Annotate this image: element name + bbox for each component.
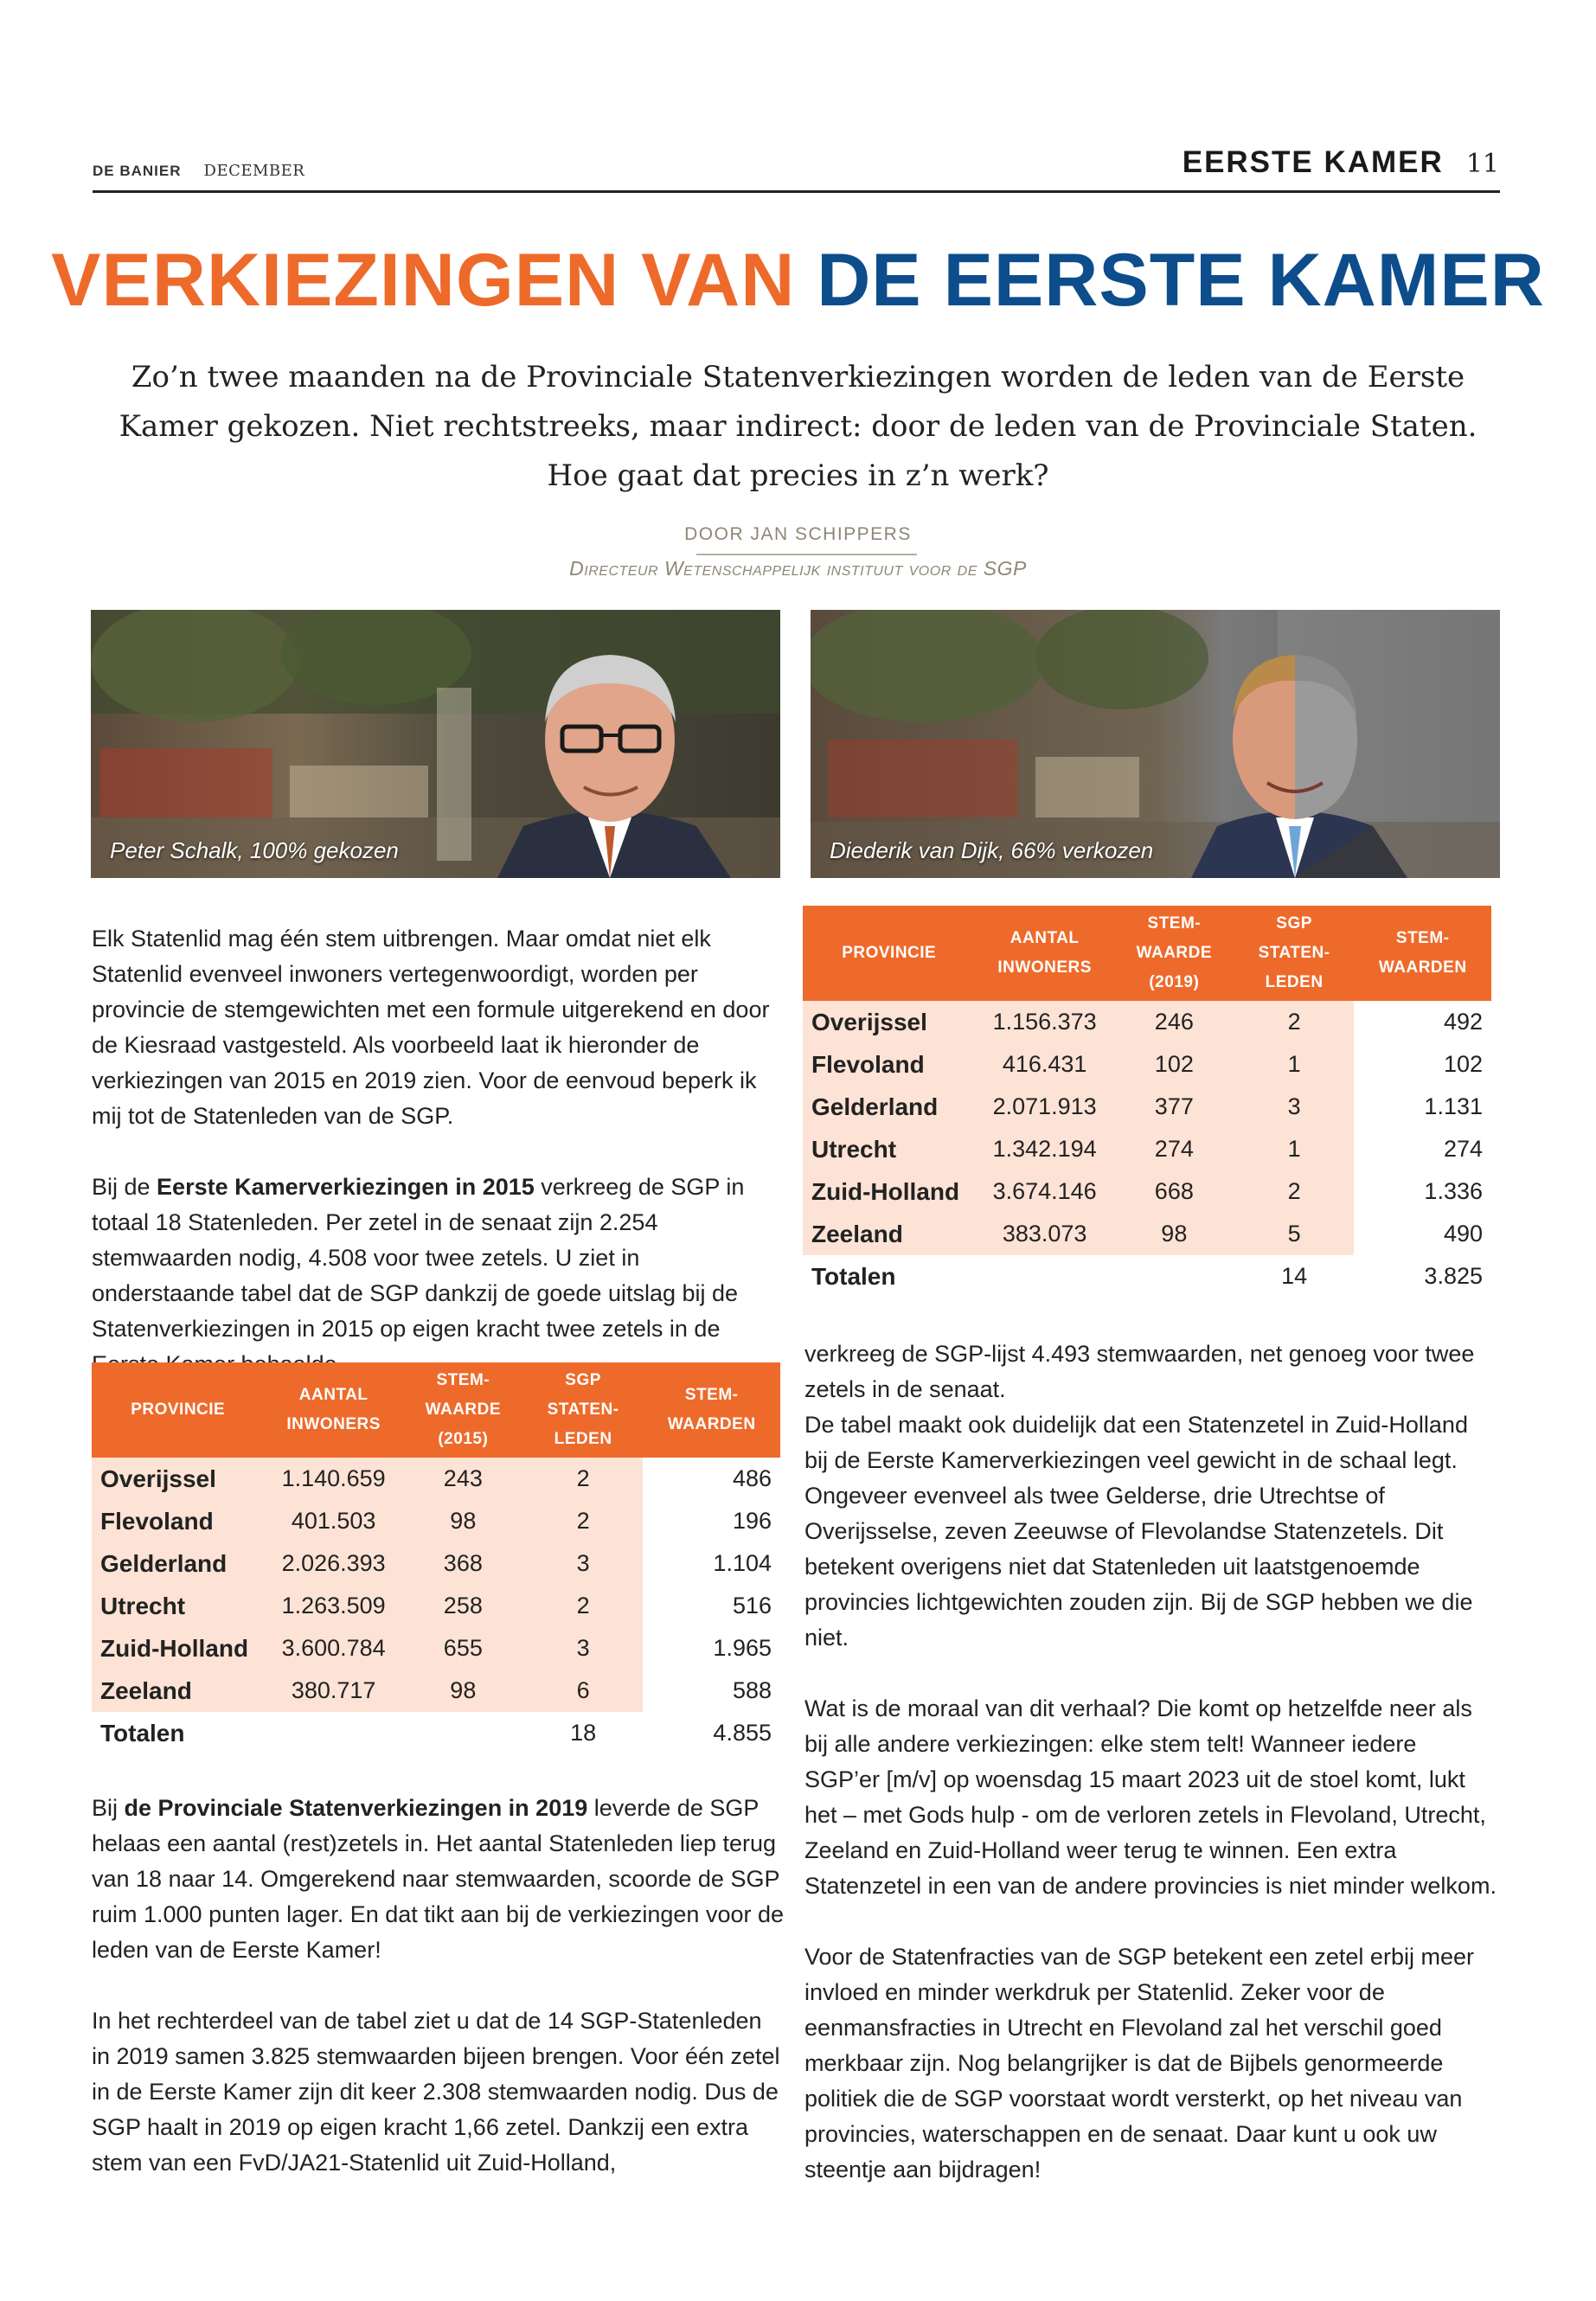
paragraph: Wat is de moraal van dit verhaal? Die komt op hetzelfde neer als bij alle andere verkiezingen: elke stem telt! Wanneer iedere SGP’er [m/v] op woensdag 15 maart 2023 uit de stoel komt, lukt het – met Gods hulp - om de verloren zetels in Flevoland, Utrecht, Zeeland en Zuid-Holland weer terug te winnen. Een extra Statenzetel in een van de andere provincies is niet minder welkom. bbox=[804, 1695, 1497, 1899]
photo-peter-schalk bbox=[91, 610, 780, 878]
table-row: Overijssel 1.156.373 246 2 492 bbox=[803, 1001, 1491, 1043]
header-cell: PROVINCIE bbox=[92, 1362, 264, 1458]
table-row: Zuid-Holland 3.600.784 655 3 1.965 bbox=[92, 1627, 780, 1670]
table-row: Overijssel 1.140.659 243 2 486 bbox=[92, 1458, 780, 1500]
paragraph: De tabel maakt ook duidelijk dat een Statenzetel in Zuid-Holland bij de Eerste Kamerverkiezingen veel gewicht in de schaal legt. Ongeveer evenveel als twee Gelderse, drie Utrechtse of Overijsselse, zeven Zeeuwse of Flevolandse Statenzetels. Dit betekent overigens niet dat Statenleden uit laatstgenoemde provincies lichtgewichten zouden zijn. Bij de SGP hebben we die niet. bbox=[804, 1412, 1473, 1650]
table-2015 bbox=[92, 1362, 780, 1754]
running-header-left bbox=[93, 162, 304, 180]
photo-caption: Peter Schalk, 100% gekozen bbox=[110, 837, 399, 863]
left-column-top bbox=[92, 921, 784, 1382]
paragraph: In het rechterdeel van de tabel ziet u dat de 14 SGP-Statenleden in 2019 samen 3.825 stemwaarden bijeen brengen. Voor één zetel in de Eerste Kamer zijn dit keer 2.308 stemwaarden nodig. Dus de SGP haalt in 2019 op eigen kracht 1,66 zetel. Dankzij een extra stem van een FvD/JA21-Statenlid uit Zuid-Holland, bbox=[92, 2008, 780, 2176]
title-part-1: VERKIEZINGEN VAN bbox=[51, 239, 796, 322]
article-lede: Zo’n twee maanden na de Provinciale Statenverkiezingen worden de leden van de Eerste Kamer gekozen. Niet rechtstreeks, maar indirect: door de leden van de Provinciale Staten. Hoe gaat dat precies in z’n werk? bbox=[119, 360, 1477, 493]
paragraph: Elk Statenlid mag één stem uitbrengen. Maar omdat niet elk Statenlid evenveel inwoners vertegenwoordigt, worden per provincie de stemgewichten met een formule uitgerekend en door de Kiesraad vastgesteld. Als voorbeeld laat ik hieronder de verkiezingen van 2015 en 2019 zien. Voor de eenvoud beperk ik mij tot de Statenleden van de SGP. bbox=[92, 926, 770, 1129]
article-title bbox=[0, 238, 1596, 324]
header-cell: SGP STATEN-LEDEN bbox=[1234, 906, 1355, 1001]
header-cell: AANTAL INWONERS bbox=[264, 1362, 402, 1458]
table-row: Gelderland 2.026.393 368 3 1.104 bbox=[92, 1542, 780, 1585]
totals-row: Totalen 18 4.855 bbox=[100, 1719, 772, 1747]
title-part-2: DE EERSTE KAMER bbox=[817, 239, 1545, 322]
table-row: Utrecht 1.342.194 274 1 274 bbox=[803, 1128, 1491, 1170]
table-row: Flevoland 416.431 102 1 102 bbox=[803, 1043, 1491, 1086]
byline-rule bbox=[696, 554, 917, 555]
header-cell: STEM-WAARDEN bbox=[643, 1362, 780, 1458]
paragraph: Bij de Eerste Kamerverkiezingen in 2015 verkreeg de SGP in totaal 18 Statenleden. Per zetel in de senaat zijn 2.254 stemwaarden nodig, 4.508 voor twee zetels. U ziet in onderstaande tabel dat de SGP dankzij de goede uitslag bij de Statenverkiezingen in 2015 op eigen kracht twee zetels in de bbox=[92, 1174, 745, 1342]
table-row: Gelderland 2.071.913 377 3 1.131 bbox=[803, 1086, 1491, 1128]
table-row: Flevoland 401.503 98 2 196 bbox=[92, 1500, 780, 1542]
section-name: EERSTE KAMER bbox=[1182, 145, 1444, 179]
photo-diederik-van-dijk bbox=[811, 610, 1500, 878]
photo-caption: Diederik van Dijk, 66% verkozen bbox=[830, 837, 1154, 863]
header-rule bbox=[93, 190, 1500, 193]
issue-month: DECEMBER bbox=[203, 162, 305, 180]
author-byline: DOOR JAN SCHIPPERS bbox=[684, 524, 912, 544]
table-row: Utrecht 1.263.509 258 2 516 bbox=[92, 1585, 780, 1627]
table-row: Zeeland 383.073 98 5 490 bbox=[803, 1213, 1491, 1255]
header-cell: PROVINCIE bbox=[803, 906, 975, 1001]
paragraph: verkreeg de SGP-lijst 4.493 stemwaarden, net genoeg voor twee zetels in de senaat. bbox=[804, 1341, 1475, 1402]
table-2019 bbox=[803, 906, 1491, 1298]
totals-row: Totalen 14 3.825 bbox=[811, 1262, 1483, 1290]
paragraph: Voor de Statenfracties van de SGP betekent een zetel erbij meer invloed en minder werkdruk per Statenlid. Zeker voor de eenmansfracties in Utrecht en Flevoland zal het verschil goed merkbaar zijn. Nog belangrijker is dat de Bijbels genormeerde politiek die de SGP voorstaat wordt versterkt, op het niveau van provincies, waterschappen en de senaat. Daar kunt u ook uw steentje aan bijdragen! bbox=[804, 1944, 1474, 2182]
header-cell: STEM-WAARDEN bbox=[1354, 906, 1491, 1001]
table-header-row bbox=[803, 906, 1491, 1001]
right-column bbox=[804, 1336, 1497, 2188]
table-row: Zeeland 380.717 98 6 588 bbox=[92, 1670, 780, 1712]
header-cell: SGP STATEN-LEDEN bbox=[523, 1362, 644, 1458]
publication-name: DE BANIER bbox=[93, 163, 182, 179]
running-header-right bbox=[1183, 145, 1499, 180]
paragraph: Bij de Provinciale Statenverkiezingen in 2019 leverde de SGP helaas een aantal (rest)zetels in. Het aantal Statenleden liep terug van 18 naar 14. Omgerekend naar stemwaarden, scoorde de SGP ruim 1.000 punten lager. En dat tikt aan bij de verkiezingen voor de leden van de Eerste Kamer! bbox=[92, 1795, 785, 1963]
header-cell: STEM-WAARDE (2019) bbox=[1114, 906, 1234, 1001]
page-number: 11 bbox=[1465, 149, 1499, 179]
left-column-bottom bbox=[92, 1791, 784, 2181]
table-row: Zuid-Holland 3.674.146 668 2 1.336 bbox=[803, 1170, 1491, 1213]
table-header-row bbox=[92, 1362, 780, 1458]
header-cell: STEM-WAARDE (2015) bbox=[403, 1362, 523, 1458]
header-cell: AANTAL INWONERS bbox=[975, 906, 1113, 1001]
author-role: Directeur Wetenschappelijk instituut voor de SGP bbox=[569, 557, 1027, 580]
